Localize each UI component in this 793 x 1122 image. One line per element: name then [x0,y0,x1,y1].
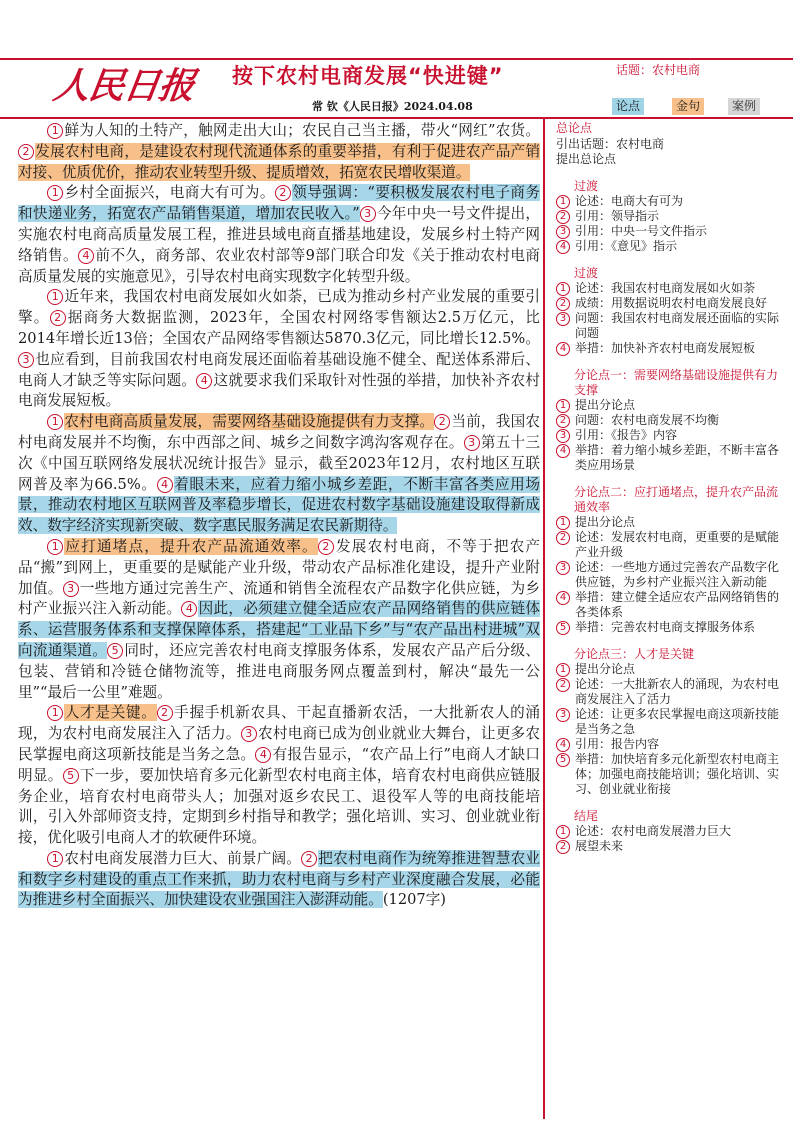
argument-highlight: 把农村电商作为统筹推进智慧农业和数字乡村建设的重点工作来抓，助力农村电商与乡村产业深度融合发展，必能为推进乡村全面振兴、加快建设农业强国注入澎湃动能。 [18,849,540,909]
circled-number: 1 [47,289,63,305]
annotation-item: 2 论述：发展农村电商，更重要的是赋能产业升级 [556,530,786,560]
byline: 常 钦《人民日报》2024.04.08 [312,100,473,113]
circled-number: 2 [434,414,450,430]
circled-number: 2 [556,840,570,854]
annotation-item: 3 问题：我国农村电商发展还面临的实际问题 [556,311,786,341]
sidebar-section-transition-2 [556,266,786,356]
circled-number: 4 [556,342,570,356]
circled-number: 1 [556,195,570,209]
golden-sentence: 应打通堵点，提升农产品流通效率。 [64,537,318,555]
annotation-item: 1 提出分论点 [556,515,786,530]
annotation-item: 1 提出分论点 [556,398,786,413]
annotation-item: 1 论述：农村电商发展潜力巨大 [556,824,786,839]
sidebar-section-ending [556,809,786,854]
legend-argument: 论点 [612,98,644,115]
circled-number: 2 [157,705,173,721]
circled-number: 3 [556,561,570,575]
annotation-item: 2 引用：领导指示 [556,209,786,224]
paragraph-5: 1 应打通堵点，提升农产品流通效率。 2 发展农村电商，不等于把农产品“搬”到网上，更重要的是赋能产业升级，带动农产品标准化建设，提升产业附加值。 3 一些地方通过完善生产、流通和销售全流程农产品数字化供应链，为乡村产业振兴注入新动能。 4 因此，必须建立健全适应农产品网络销售的供应链体系、运营服务体系和支撑保障体系，搭建起“工业品下乡”与“农产品出村进城”双向流通渠道。 5 同时，还应完善农村电商支撑服务体系，发展农产品产后分级、包装、营销和冷链仓储物流等，推进电商服务网点覆盖到村，解决“最先一公里”“最后一公里”难题。 [18,537,540,701]
circled-number: 3 [464,435,480,451]
annotation-item: 3 引用：中央一号文件指示 [556,224,786,239]
circled-number: 3 [556,429,570,443]
circled-number: 1 [556,516,570,530]
sidebar-section-transition-1 [556,179,786,254]
circled-number: 4 [556,738,570,752]
annotation-item: 2 展望未来 [556,839,786,854]
circled-number: 2 [556,678,570,692]
circled-number: 1 [47,414,63,430]
circled-number: 4 [556,240,570,254]
circled-number: 1 [556,282,570,296]
annotation-item: 1 论述：我国农村电商发展如火如荼 [556,281,786,296]
circled-number: 1 [47,539,63,555]
circled-number: 2 [18,144,34,160]
golden-sentence: 人才是关键。 [64,704,157,722]
circled-number: 4 [157,477,173,493]
circled-number: 5 [107,643,123,659]
annotation-sidebar [556,121,786,866]
annotation-item: 4 引用：《意见》指示 [556,239,786,254]
sidebar-section-thesis [556,121,786,167]
newspaper-logo: 人民日报 [50,65,197,107]
argument-highlight: 因此，必须建立健全适应农产品网络销售的供应链体系、运营服务体系和支撑保障体系，搭建起“工业品下乡”与“农产品出村进城”双向流通渠道。 [18,600,540,659]
circled-number: 4 [556,444,570,458]
circled-number: 5 [556,753,570,767]
circled-number: 2 [556,297,570,311]
annotation-item: 3 论述：一些地方通过完善农产品数字化供应链，为乡村产业振兴注入新动能 [556,560,786,590]
circled-number: 2 [556,531,570,545]
circled-number: 5 [63,768,79,784]
circled-number: 3 [556,312,570,326]
circled-number: 3 [63,581,79,597]
paragraph-7: 1 农村电商发展潜力巨大、前景广阔。 2 把农村电商作为统筹推进智慧农业和数字乡村建设的重点工作来抓，助力农村电商与乡村产业深度融合发展，必能为推进乡村全面振兴、加快建设农业强国注入澎湃动能。(1207字) [18,849,540,909]
sidebar-section-point-2 [556,485,786,635]
section-title: 过渡 [574,179,599,193]
header-bottom-rule [0,117,793,119]
paragraph-3: 1 近年来，我国农村电商发展如火如荼，已成为推动乡村产业发展的重要引擎。 2 据商务大数据监测，2023年，全国农村网络零售额达2.5万亿元，比2014年增长近13倍；全国农产品网络零售额达5870.3亿元，同比增长12.5%。3 也应看到，目前我国农村电商发展还面临着基础设施不健全、配送体系滞后、电商人才缺乏等实际问题。 4 这就要求我们采取针对性强的举措，加快补齐农村电商发展短板。 [18,288,540,410]
annotation-item: 4 举措：加快补齐农村电商发展短板 [556,341,786,356]
circled-number: 5 [556,621,570,635]
sidebar-section-point-3 [556,647,786,797]
annotation-item: 3 论述：让更多农民掌握电商这项新技能是当务之急 [556,707,786,737]
circled-number: 3 [360,206,376,222]
sidebar-section-point-1 [556,368,786,473]
circled-number: 1 [47,851,63,867]
circled-number: 2 [556,414,570,428]
section-title: 总论点 [556,121,593,135]
circled-number: 2 [556,210,570,224]
circled-number: 3 [18,352,34,368]
column-divider [543,119,545,1119]
circled-number: 1 [47,123,63,139]
section-title: 分论点三：人才是关键 [574,647,695,661]
annotation-item: 4 引用：报告内容 [556,737,786,752]
annotation-item: 4 举措：着力缩小城乡差距，不断丰富各类应用场景 [556,443,786,473]
section-line: 提出总论点 [556,152,617,166]
circled-number: 4 [78,248,94,264]
annotation-item: 1 提出分论点 [556,662,786,677]
page-title: 按下农村电商发展“快进键” [232,64,504,88]
golden-sentence: 农村电商高质量发展，需要网络基础设施提供有力支撑。 [64,413,435,431]
circled-number: 1 [556,663,570,677]
circled-number: 1 [556,399,570,413]
annotation-item: 5 举措：完善农村电商支撑服务体系 [556,620,786,635]
circled-number: 4 [196,373,212,389]
paragraph-2: 1 乡村全面振兴，电商大有可为。 2 领导强调：“要积极发展农村电子商务和快递业务，拓宽农产品销售渠道，增加农民收入。” 3 今年中央一号文件提出，实施农村电商高质量发展工程，推进县域电商直播基地建设，发展乡村土特产网络销售。 4 前不久，商务部、农业农村部等9部门联合印发《关于推动农村电商高质量发展的实施意见》，引导农村电商实现数字化转型升级。 [18,184,540,285]
section-line: 引出话题：农村电商 [556,137,665,151]
article-body [18,121,540,911]
annotation-item: 1 论述：电商大有可为 [556,194,786,209]
circled-number: 3 [556,225,570,239]
circled-number: 4 [255,747,271,763]
argument-highlight: 着眼未来，应着力缩小城乡差距，不断丰富各类应用场景，推动农村地区互联网普及率稳步增长，促进农村数字基础设施建设取得新成效、数字经济实现新突破、数字惠民服务满足农民新期待。 [18,475,540,535]
topic-label: 话题：农村电商 [616,63,701,77]
annotation-item: 2 成绩：用数据说明农村电商发展良好 [556,296,786,311]
circled-number: 1 [47,185,63,201]
paragraph-4: 1 农村电商高质量发展，需要网络基础设施提供有力支撑。 2 当前，我国农村电商发展并不均衡，东中西部之间、城乡之间数字鸿沟客观存在。 3 第五十三次《中国互联网络发展状况统计报告》显示，截至2023年12月，农村地区互联网普及率为66.5%。 4 着眼未来，应着力缩小城乡差距，不断丰富各类应用场景，推动农村地区互联网普及率稳步增长，促进农村数字基础设施建设取得新成效、数字经济实现新突破、数字惠民服务满足农民新期待。 [18,413,540,535]
paragraph-1: 1 鲜为人知的土特产，触网走出大山；农民自己当主播，带火“网红”农货。2 发展农村电商，是建设农村现代流通体系的重要举措，有利于促进农产品产销对接、优质优价，推动农业转型升级、提质增效，拓宽农民增收渠道。 [18,122,540,181]
paragraph-6: 1 人才是关键。 2 手握手机新农具、干起直播新农活，一大批新农人的涌现，为农村电商发展注入了活力。 3 农村电商已成为创业就业大舞台，让更多农民掌握电商这项新技能是当务之急。 4 有报告显示，“农产品上行”电商人才缺口明显。 5 下一步，要加快培育多元化新型农村电商主体，培育农村电商供应链服务企业，培育农村电商带头人；加强对返乡农民工、退役军人等的电商技能培训，引入外部师资支持，定期到乡村指导和教学；强化培训、实习、创业就业衔接，优化吸引电商人才的软硬件环境。 [18,704,540,847]
circled-number: 2 [301,851,317,867]
legend-example: 案例 [728,98,760,115]
annotation-item: 4 举措：建立健全适应农产品网络销售的各类体系 [556,590,786,620]
legend-golden-sentence: 金句 [672,98,704,115]
annotation-item: 3 引用：《报告》内容 [556,428,786,443]
circled-number: 2 [318,539,334,555]
circled-number: 4 [556,591,570,605]
circled-number: 3 [556,708,570,722]
circled-number: 2 [50,310,66,326]
section-title: 过渡 [574,266,599,280]
section-title: 结尾 [574,809,599,823]
annotation-item: 2 问题：农村电商发展不均衡 [556,413,786,428]
circled-number: 4 [181,601,197,617]
annotation-item: 2 论述：一大批新农人的涌现，为农村电商发展注入了活力 [556,677,786,707]
annotation-item: 5 举措：加快培育多元化新型农村电商主体；加强电商技能培训；强化培训、实习、创业就业衔接 [556,752,786,797]
word-count: (1207字) [382,891,446,909]
circled-number: 2 [275,185,291,201]
golden-sentence: 发展农村电商，是建设农村现代流通体系的重要举措，有利于促进农产品产销对接、优质优价，推动农业转型升级、提质增效，拓宽农民增收渠道。 [18,142,540,181]
circled-number: 1 [47,705,63,721]
section-title: 分论点一：需要网络基础设施提供有力支撑 [574,368,779,397]
argument-highlight: 领导强调：“要积极发展农村电子商务和快递业务，拓宽农产品销售渠道，增加农民收入。” [18,184,540,223]
circled-number: 1 [556,825,570,839]
section-title: 分论点二：应打通堵点，提升农产品流通效率 [574,485,779,514]
circled-number: 3 [241,726,257,742]
